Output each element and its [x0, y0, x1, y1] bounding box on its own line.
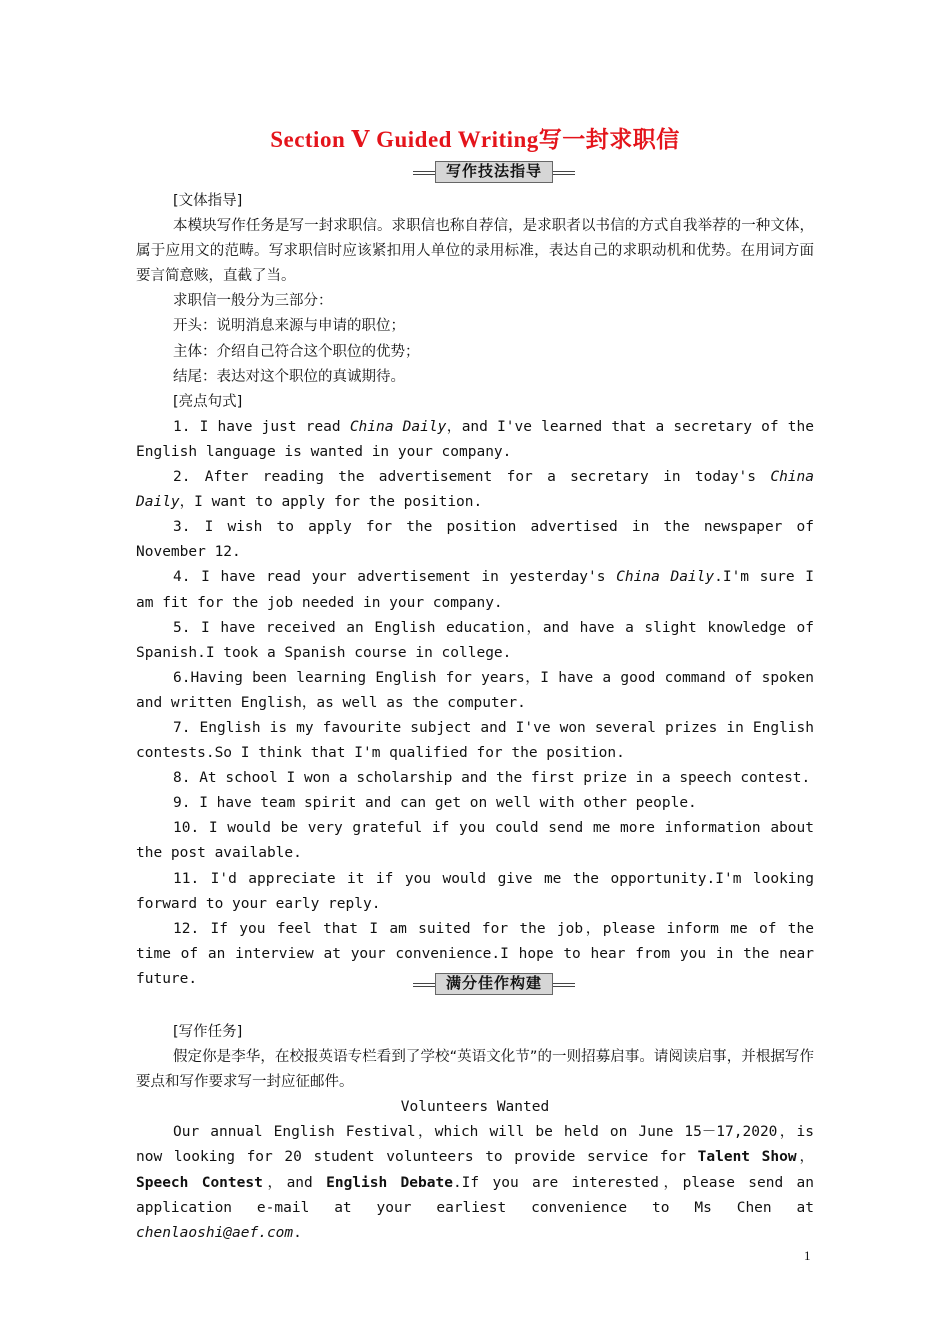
notice-body: Our annual English Festival，which will be held on June 15－17,2020，is now looking for 20 student volunteers to provide service for Talent Show，Speech Contest，and English Debate.If you are interested，please send an application e-mail at your earliest convenience to Ms Chen at chenlaoshi@aef.com.	[136, 1124, 815, 1241]
sentence-10: 10. I would be very grateful if you could send me more information about the post available.	[136, 820, 814, 862]
paragraph-task: 假定你是李华，在校报英语专栏看到了学校“英语文化节”的一则招募启事。请阅读启事，并根据写作要点和写作要求写一封应征邮件。	[136, 1049, 814, 1091]
page-title: Section Ⅴ Guided Writing写一封求职信	[270, 127, 680, 152]
banner-label: 写作技法指导	[445, 162, 542, 180]
sentence-12: 12. If you feel that I am suited for the job，please inform me of the time of an interview at your convenience.I hope to hear from you in the near future.	[136, 920, 814, 987]
sentence-4: 4. I have read your advertisement in yesterday's China Daily.I'm sure I am fit for the job needed in your company.	[136, 569, 814, 611]
sentence-3: 3. I wish to apply for the position advertised in the newspaper of November 12.	[136, 519, 814, 561]
sentence-7: 7. English is my favourite subject and I've won several prizes in English contests.So I think that I'm qualified for the position.	[136, 719, 814, 762]
document-body	[136, 189, 814, 1246]
paragraph-ending: 结尾：表达对这个职位的真诚期待。	[173, 368, 405, 385]
paragraph-intro: 本模块写作任务是写一封求职信。求职信也称自荐信，是求职者以书信的方式自我举荐的一种文体，属于应用文的范畴。写求职信时应该紧扣用人单位的录用标准，表达自己的求职动机和优势。在用词方面要言简意赅，直截了当。	[136, 218, 814, 285]
banner-spacer	[136, 992, 814, 1020]
sentence-11: 11. I'd appreciate it if you would give me the opportunity.I'm looking forward to your early reply.	[136, 870, 814, 912]
notice-title: Volunteers Wanted	[400, 1099, 550, 1116]
sentence-1: 1. I have just read China Daily，and I've learned that a secretary of the English language is wanted in your company.	[136, 418, 814, 460]
section-banner-writing-guide	[413, 160, 575, 184]
sentence-5: 5. I have received an English education，and have a slight knowledge of Spanish.I took a Spanish course in college.	[136, 619, 814, 661]
section-heading-task: [写作任务]	[173, 1024, 243, 1040]
section-heading-style-guide: [文体指导]	[173, 193, 243, 209]
banner-label: 满分佳作构建	[445, 974, 542, 992]
paragraph-body: 主体：介绍自己符合这个职位的优势；	[173, 343, 420, 360]
section-banner-model-essay	[413, 972, 575, 996]
sentence-6: 6.Having been learning English for years，I have a good command of spoken and written English，as well as the computer.	[136, 669, 814, 711]
sentence-9: 9. I have team spirit and can get on well with other people.	[173, 795, 697, 812]
paragraph-opening: 开头：说明消息来源与申请的职位；	[173, 318, 405, 335]
sentence-2: 2. After reading the advertisement for a secretary in today's China Daily，I want to apply for the position.	[136, 469, 814, 511]
sentence-8: 8. At school I won a scholarship and the first prize in a speech contest.	[173, 770, 811, 787]
paragraph-parts: 求职信一般分为三部分：	[173, 293, 333, 310]
section-heading-sentences: [亮点句式]	[173, 393, 243, 410]
page-number: 1	[804, 1248, 811, 1263]
email-link: chenlaoshi@aef.com	[136, 1224, 294, 1241]
